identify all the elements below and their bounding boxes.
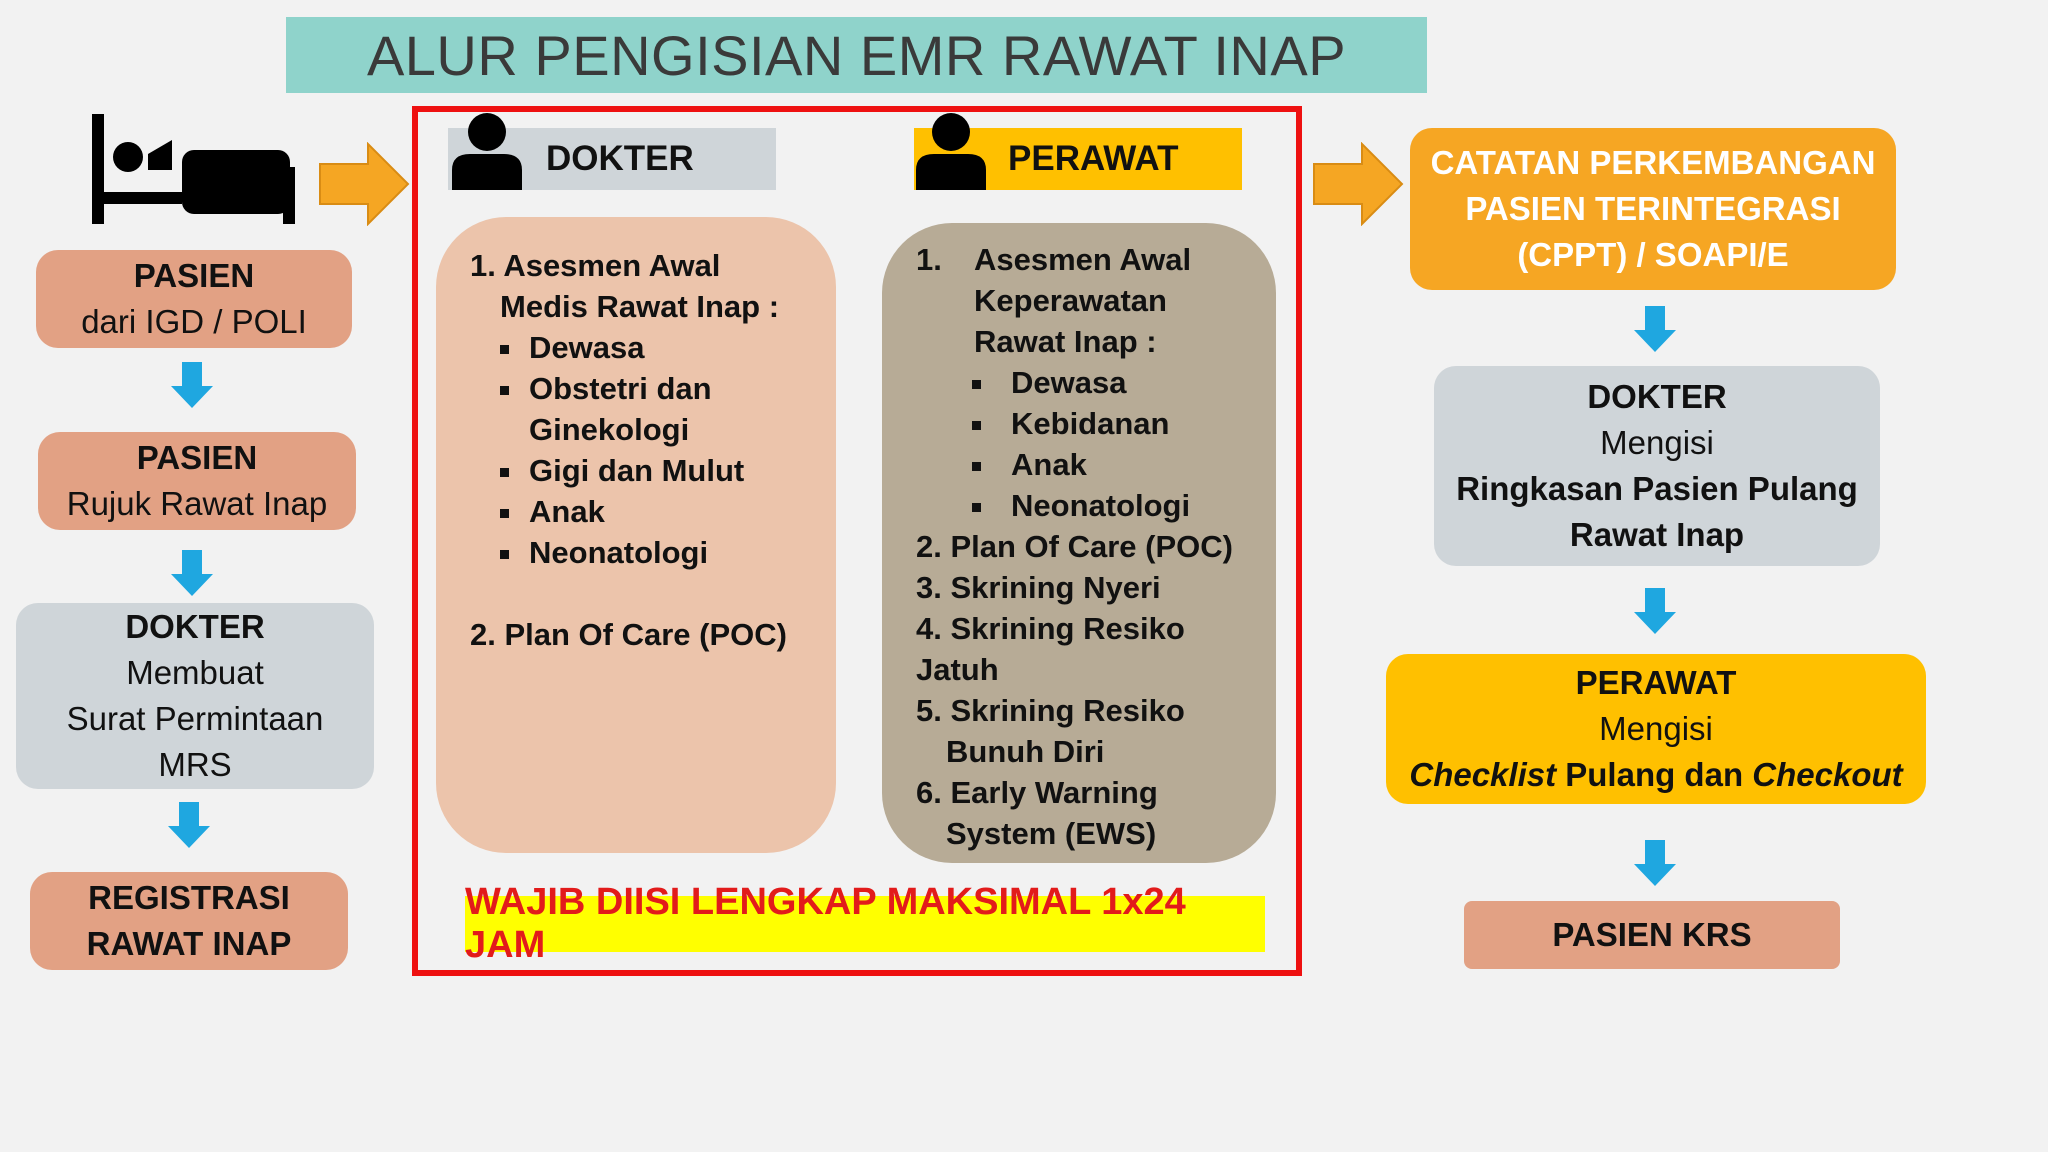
dokter-header-label: DOKTER [546, 139, 694, 178]
bed-icon [90, 112, 305, 227]
list-item-label: Anak [529, 494, 605, 529]
list-item-label: Gigi dan Mulut [529, 453, 745, 488]
dokter-panel [436, 217, 836, 853]
list-item [500, 450, 836, 491]
list-item [972, 403, 1276, 444]
box-text: Mengisi [1599, 710, 1713, 747]
list-item [972, 485, 1276, 526]
list-item [500, 532, 836, 573]
list-item-label: Kebidanan [1011, 406, 1170, 441]
perawat-item-5-cont: Bunuh Diri [946, 734, 1105, 769]
person-icon [450, 112, 524, 190]
arrow-down-icon [1632, 838, 1678, 888]
dokter-ringkasan-box [1434, 366, 1880, 566]
item-text [974, 239, 1191, 362]
arrow-down-icon [1632, 304, 1678, 354]
arrow-down-icon [1632, 586, 1678, 636]
bullet-icon [972, 503, 981, 512]
box-text: Rujuk Rawat Inap [66, 485, 328, 522]
perawat-header-label: PERAWAT [1008, 139, 1179, 178]
cppt-box [1410, 128, 1896, 290]
perawat-item-4: 4. Skrining Resiko [916, 611, 1185, 646]
box-text: PASIEN KRS [1552, 916, 1752, 953]
dokter-item-1-cont: Medis Rawat Inap : [500, 289, 780, 324]
list-item [500, 368, 836, 409]
list-item-label: Obstetri dan [529, 371, 712, 406]
box-text-rich [1386, 752, 1926, 798]
list-item [500, 491, 836, 532]
list-item [500, 327, 836, 368]
arrow-down-icon [166, 800, 212, 850]
arrow-right-icon [1312, 142, 1404, 226]
perawat-item-4-cont: Jatuh [916, 652, 999, 687]
bullet-icon [972, 421, 981, 430]
perawat-item-3: 3. Skrining Nyeri [916, 570, 1161, 605]
list-item [500, 409, 836, 450]
perawat-sublist [916, 362, 1276, 526]
list-item-label: Dewasa [1011, 365, 1127, 400]
list-item-label: Neonatologi [529, 535, 709, 570]
item-line: Rawat Inap : [974, 324, 1157, 359]
bullet-icon [500, 468, 509, 477]
bullet-icon [500, 345, 509, 354]
dokter-header [448, 128, 776, 190]
arrow-down-icon [169, 360, 215, 410]
item-number: 1. [916, 242, 942, 277]
box-text: Rawat Inap [1569, 516, 1745, 553]
bullet-icon [500, 386, 509, 395]
italic-text: Checklist [1409, 756, 1557, 793]
italic-text: Checkout [1752, 756, 1903, 793]
perawat-item-5: 5. Skrining Resiko [916, 693, 1185, 728]
arrow-down-icon [169, 548, 215, 598]
registrasi-box [30, 872, 348, 970]
box-text: RAWAT INAP [86, 925, 292, 962]
perawat-panel [882, 223, 1276, 863]
dokter-item-1: 1. Asesmen Awal [470, 248, 721, 283]
box-text: CATATAN PERKEMBANGAN [1430, 144, 1876, 181]
box-text: REGISTRASI [88, 879, 290, 916]
plain-text: Pulang dan [1556, 756, 1753, 793]
perawat-checklist-box [1386, 654, 1926, 804]
bullet-icon [500, 509, 509, 518]
perawat-header [914, 128, 1242, 190]
arrow-right-icon [318, 142, 410, 226]
page-title: ALUR PENGISIAN EMR RAWAT INAP [286, 17, 1427, 93]
dokter-sublist [470, 327, 836, 573]
box-text: (CPPT) / SOAPI/E [1517, 236, 1789, 273]
box-title: DOKTER [1587, 378, 1727, 415]
box-title: PERAWAT [1575, 664, 1737, 701]
perawat-item-1 [916, 239, 1276, 362]
person-icon [914, 112, 988, 190]
box-title: DOKTER [125, 608, 265, 645]
pasien-krs-box [1464, 901, 1840, 969]
item-line: Asesmen Awal [974, 242, 1192, 277]
list-item-label: Dewasa [529, 330, 645, 365]
box-title: PASIEN [133, 257, 255, 294]
list-item-label: Anak [1011, 447, 1087, 482]
dokter-mrs-box [16, 603, 374, 789]
list-item-label: Neonatologi [1011, 488, 1191, 523]
list-item [972, 362, 1276, 403]
box-text: Surat Permintaan [66, 700, 324, 737]
perawat-item-2: 2. Plan Of Care (POC) [916, 529, 1233, 564]
box-text: MRS [158, 746, 232, 783]
box-text: PASIEN TERINTEGRASI [1465, 190, 1841, 227]
list-item [972, 444, 1276, 485]
box-text: Mengisi [1600, 424, 1714, 461]
pasien-rujuk-box [38, 432, 356, 530]
box-text: dari IGD / POLI [81, 303, 307, 340]
warning-banner: WAJIB DIISI LENGKAP MAKSIMAL 1x24 JAM [465, 896, 1265, 952]
bullet-icon [972, 380, 981, 389]
item-line: Keperawatan [974, 283, 1167, 318]
bullet-icon [972, 462, 981, 471]
box-text: Ringkasan Pasien Pulang [1456, 470, 1858, 507]
box-title: PASIEN [136, 439, 258, 476]
box-text: Membuat [126, 654, 264, 691]
pasien-igd-box [36, 250, 352, 348]
bullet-icon [500, 550, 509, 559]
perawat-item-6-cont: System (EWS) [946, 816, 1157, 851]
dokter-item-2: 2. Plan Of Care (POC) [470, 617, 787, 652]
perawat-item-6: 6. Early Warning [916, 775, 1158, 810]
list-item-label: Ginekologi [529, 412, 690, 447]
